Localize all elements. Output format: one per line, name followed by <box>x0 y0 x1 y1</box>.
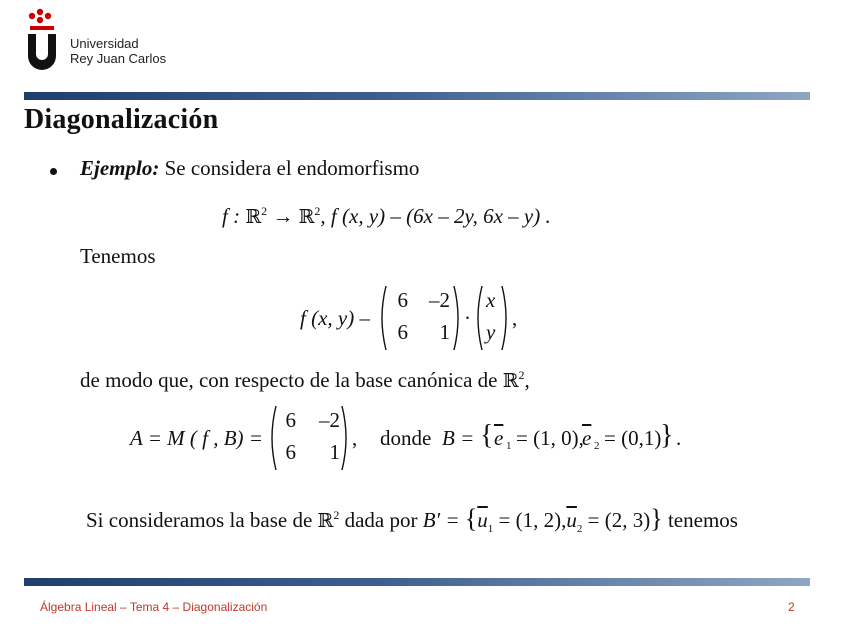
right-paren <box>452 284 464 352</box>
Bprime-eq: B′ = <box>422 508 460 532</box>
right-brace: } <box>650 504 663 533</box>
period: . <box>676 426 682 450</box>
left-paren <box>266 404 278 472</box>
comma: , <box>352 426 358 450</box>
example-text: Se considera el endomorfismo <box>164 156 420 180</box>
de-modo-text <box>80 368 530 393</box>
formula-rest: , f (x, y) – (6x – 2y, 6x – y) . <box>320 204 551 228</box>
left-brace: { <box>464 504 478 533</box>
real-symbol: ℝ <box>502 370 519 392</box>
subscript: 1 <box>487 523 494 536</box>
de-modo-main: de modo que, con respecto de la base canónica de <box>80 368 498 392</box>
matrix-cell: 1 <box>439 320 450 344</box>
left-paren <box>376 284 388 352</box>
comma: , <box>512 306 518 330</box>
subscript: 2 <box>594 440 600 452</box>
matrix-cell: –2 <box>429 288 450 312</box>
dot-operator: · <box>464 306 471 330</box>
donde-word: donde <box>380 426 432 450</box>
bottom-divider-bar <box>24 578 810 586</box>
vector-x: x <box>486 288 496 312</box>
superscript: 2 <box>333 508 340 522</box>
top-divider-bar <box>24 92 810 100</box>
si-consideramos-line <box>86 504 738 535</box>
formula-matrix-A <box>130 404 690 476</box>
superscript: 2 <box>518 368 525 382</box>
right-paren <box>500 284 512 352</box>
superscript: 2 <box>261 204 268 218</box>
institution-name <box>70 36 166 66</box>
subscript: 2 <box>576 523 583 536</box>
formula-endomorphism <box>222 204 551 229</box>
example-label: Ejemplo: <box>80 156 160 180</box>
matrix-cell: 1 <box>329 440 340 464</box>
left-brace: { <box>480 420 494 451</box>
vector-y: y <box>486 320 496 344</box>
e1-value: = (1, 0), <box>516 426 584 450</box>
real-symbol: ℝ <box>245 206 262 228</box>
right-brace: } <box>660 420 674 451</box>
slide-title: Diagonalización <box>24 104 219 135</box>
bullet-dot <box>50 168 57 175</box>
matrix-cell: 6 <box>397 320 408 344</box>
matrix-cell: 6 <box>397 288 408 312</box>
si-post: tenemos <box>667 508 738 532</box>
B-eq: B = <box>442 426 475 450</box>
footer-course-title: Álgebra Lineal – Tema 4 – Diagonalización <box>40 600 268 614</box>
page-number: 2 <box>788 600 795 614</box>
formula2-lhs: f (x, y) – <box>300 306 370 330</box>
formula-matrix-product <box>300 284 540 356</box>
f-colon: f : <box>222 204 241 228</box>
right-paren <box>340 404 352 472</box>
tenemos-text: Tenemos <box>80 244 156 268</box>
vector-u2: $\overline{u}$ <box>566 508 577 532</box>
arrow: → <box>272 204 294 228</box>
de-modo-end: , <box>524 368 530 392</box>
example-line <box>80 156 419 181</box>
formula3-lhs: A = M ( f , B) = <box>130 426 263 450</box>
vector-u1: $\overline{u}$ <box>477 508 488 532</box>
left-paren <box>472 284 484 352</box>
si-pre: Si consideramos la base de <box>86 508 313 532</box>
institution-line2: Rey Juan Carlos <box>70 51 167 66</box>
subscript: 1 <box>506 440 512 452</box>
matrix-cell: –2 <box>319 408 340 432</box>
si-mid: dada por <box>344 508 418 532</box>
real-symbol: ℝ <box>298 206 315 228</box>
e2-value: = (0,1) <box>604 426 662 450</box>
matrix-cell: 6 <box>285 440 296 464</box>
real-symbol: ℝ <box>317 510 334 532</box>
vector-e1: $\overline{e}$ <box>494 426 504 450</box>
superscript: 2 <box>314 204 321 218</box>
institution-line1: Universidad <box>70 36 139 51</box>
university-logo <box>24 8 64 70</box>
u1-value: = (1, 2), <box>498 508 567 532</box>
matrix-cell: 6 <box>285 408 296 432</box>
vector-e2: $\overline{e}$ <box>582 426 592 450</box>
u2-value: = (2, 3) <box>587 508 651 532</box>
